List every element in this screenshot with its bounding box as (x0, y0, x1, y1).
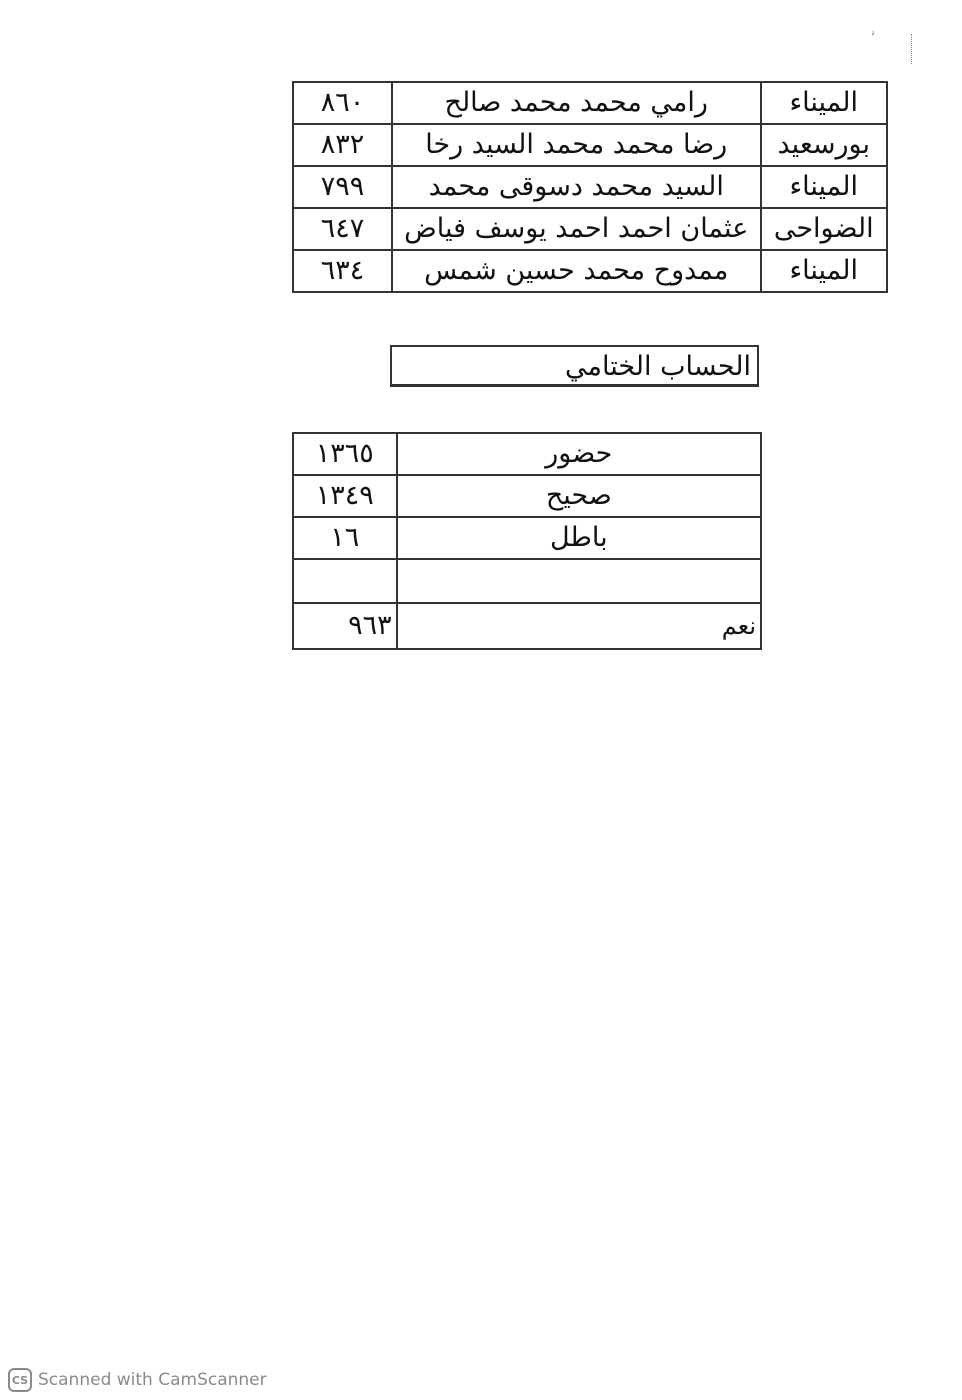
candidate-name-cell: رضا محمد محمد السيد رخا (392, 124, 761, 166)
table-row (293, 250, 887, 292)
blank-cell (397, 559, 761, 603)
candidate-name-cell: ممدوح محمد حسين شمس (392, 250, 761, 292)
yes-value: ٩٦٣ (293, 603, 397, 649)
table-row (293, 517, 761, 559)
valid-label: صحيح (397, 475, 761, 517)
scan-corner-mark: ﺗ (872, 28, 875, 38)
camscanner-logo-icon: CS (8, 1368, 32, 1392)
area-cell: الميناء (761, 250, 888, 292)
candidate-name-cell: عثمان احمد احمد يوسف فياض (392, 208, 761, 250)
blank-row (293, 559, 761, 603)
attendance-value: ١٣٦٥ (293, 433, 397, 475)
invalid-label: باطل (397, 517, 761, 559)
area-cell: الميناء (761, 82, 888, 124)
area-cell: الميناء (761, 166, 888, 208)
attendance-label: حضور (397, 433, 761, 475)
votes-cell: ٦٤٧ (293, 208, 392, 250)
final-account-table (292, 432, 762, 650)
table-row (293, 82, 887, 124)
table-row (293, 208, 887, 250)
votes-cell: ٧٩٩ (293, 166, 392, 208)
area-cell: الضواحى (761, 208, 888, 250)
table-row (293, 433, 761, 475)
blank-cell (293, 559, 397, 603)
table-row (293, 124, 887, 166)
yes-label: نعم (397, 603, 761, 649)
final-account-heading: الحساب الختامي (390, 345, 759, 387)
candidate-results-table (292, 81, 888, 293)
table-row (293, 166, 887, 208)
votes-cell: ٨٦٠ (293, 82, 392, 124)
table-row (293, 475, 761, 517)
votes-cell: ٦٣٤ (293, 250, 392, 292)
area-cell: بورسعيد (761, 124, 888, 166)
invalid-value: ١٦ (293, 517, 397, 559)
votes-cell: ٨٣٢ (293, 124, 392, 166)
watermark-text: Scanned with CamScanner (38, 1370, 267, 1390)
margin-scribble (911, 34, 920, 64)
candidate-name-cell: السيد محمد دسوقى محمد (392, 166, 761, 208)
table-row (293, 603, 761, 649)
valid-value: ١٣٤٩ (293, 475, 397, 517)
camscanner-watermark (8, 1366, 267, 1394)
candidate-name-cell: رامي محمد محمد صالح (392, 82, 761, 124)
